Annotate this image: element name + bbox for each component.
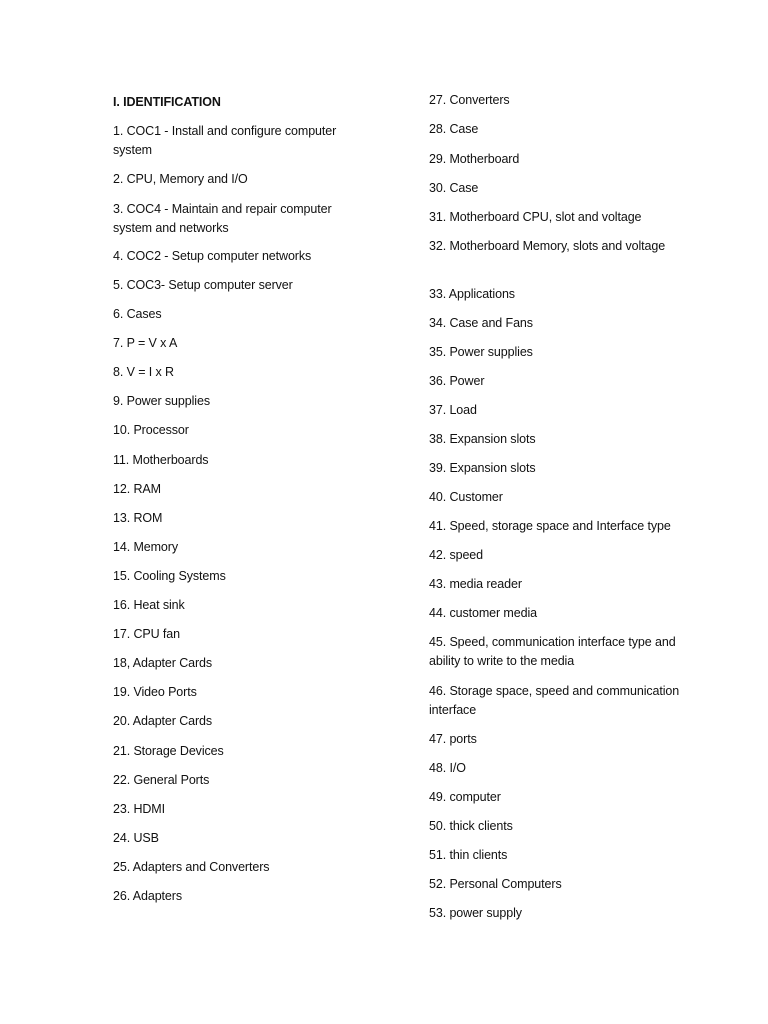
answer-item: 13. ROM xyxy=(113,511,163,525)
answer-item: 17. CPU fan xyxy=(113,627,180,641)
answer-item: 27. Converters xyxy=(429,93,510,107)
answer-item: 48. I/O xyxy=(429,761,466,775)
answer-item: 20. Adapter Cards xyxy=(113,714,213,728)
answer-item: 11. Motherboards xyxy=(113,453,209,467)
answer-item: 42. speed xyxy=(429,548,484,562)
answer-item: 7. P = V x A xyxy=(113,336,178,350)
answer-item: 6. Cases xyxy=(113,307,162,321)
answer-item: 23. HDMI xyxy=(113,802,165,816)
answer-item: 24. USB xyxy=(113,831,159,845)
answer-item: 43. media reader xyxy=(429,577,522,591)
answer-item: 45. Speed, communication interface type and ability to write to the media xyxy=(429,635,676,668)
answer-item: 30. Case xyxy=(429,181,479,195)
answer-item: 2. CPU, Memory and I/O xyxy=(113,172,248,186)
answer-item: 31. Motherboard CPU, slot and voltage xyxy=(429,210,642,224)
answer-item: 12. RAM xyxy=(113,482,161,496)
answer-item: 29. Motherboard xyxy=(429,152,520,166)
answer-item: 53. power supply xyxy=(429,906,522,920)
answer-item: 5. COC3- Setup computer server xyxy=(113,278,293,292)
answer-item: 4. COC2 - Setup computer networks xyxy=(113,249,312,263)
answer-item: 22. General Ports xyxy=(113,773,210,787)
answer-item: 51. thin clients xyxy=(429,848,508,862)
answer-item: 25. Adapters and Converters xyxy=(113,860,270,874)
answer-item: 14. Memory xyxy=(113,540,178,554)
answer-item: 26. Adapters xyxy=(113,889,182,903)
answer-item: 46. Storage space, speed and communication interface xyxy=(429,684,680,717)
answer-item: 40. Customer xyxy=(429,490,503,504)
answer-item: 9. Power supplies xyxy=(113,394,210,408)
answer-item: 1. COC1 - Install and configure computer system xyxy=(113,124,337,157)
answer-item: 19. Video Ports xyxy=(113,685,197,699)
answer-item: 39. Expansion slots xyxy=(429,461,536,475)
answer-item: 44. customer media xyxy=(429,606,537,620)
answer-item: 10. Processor xyxy=(113,423,189,437)
answer-item: 16. Heat sink xyxy=(113,598,185,612)
answer-item: 35. Power supplies xyxy=(429,345,533,359)
answer-item: 49. computer xyxy=(429,790,501,804)
answer-item: 3. COC4 - Maintain and repair computer system and networks xyxy=(113,202,332,235)
answer-item: 36. Power xyxy=(429,374,485,388)
answer-item: 34. Case and Fans xyxy=(429,316,533,330)
answer-item: 33. Applications xyxy=(429,287,515,301)
answer-item: 8. V = I x R xyxy=(113,365,174,379)
section-heading: I. IDENTIFICATION xyxy=(113,95,221,109)
answer-item: 32. Motherboard Memory, slots and voltage xyxy=(429,239,666,253)
answer-item: 18, Adapter Cards xyxy=(113,656,213,670)
answer-item: 41. Speed, storage space and Interface type xyxy=(429,519,671,533)
answer-item: 28. Case xyxy=(429,122,479,136)
answer-item: 21. Storage Devices xyxy=(113,744,224,758)
answer-item: 37. Load xyxy=(429,403,477,417)
answer-item: 38. Expansion slots xyxy=(429,432,536,446)
answer-item: 47. ports xyxy=(429,732,477,746)
answer-item: 15. Cooling Systems xyxy=(113,569,226,583)
answer-item: 52. Personal Computers xyxy=(429,877,562,891)
answer-item: 50. thick clients xyxy=(429,819,513,833)
